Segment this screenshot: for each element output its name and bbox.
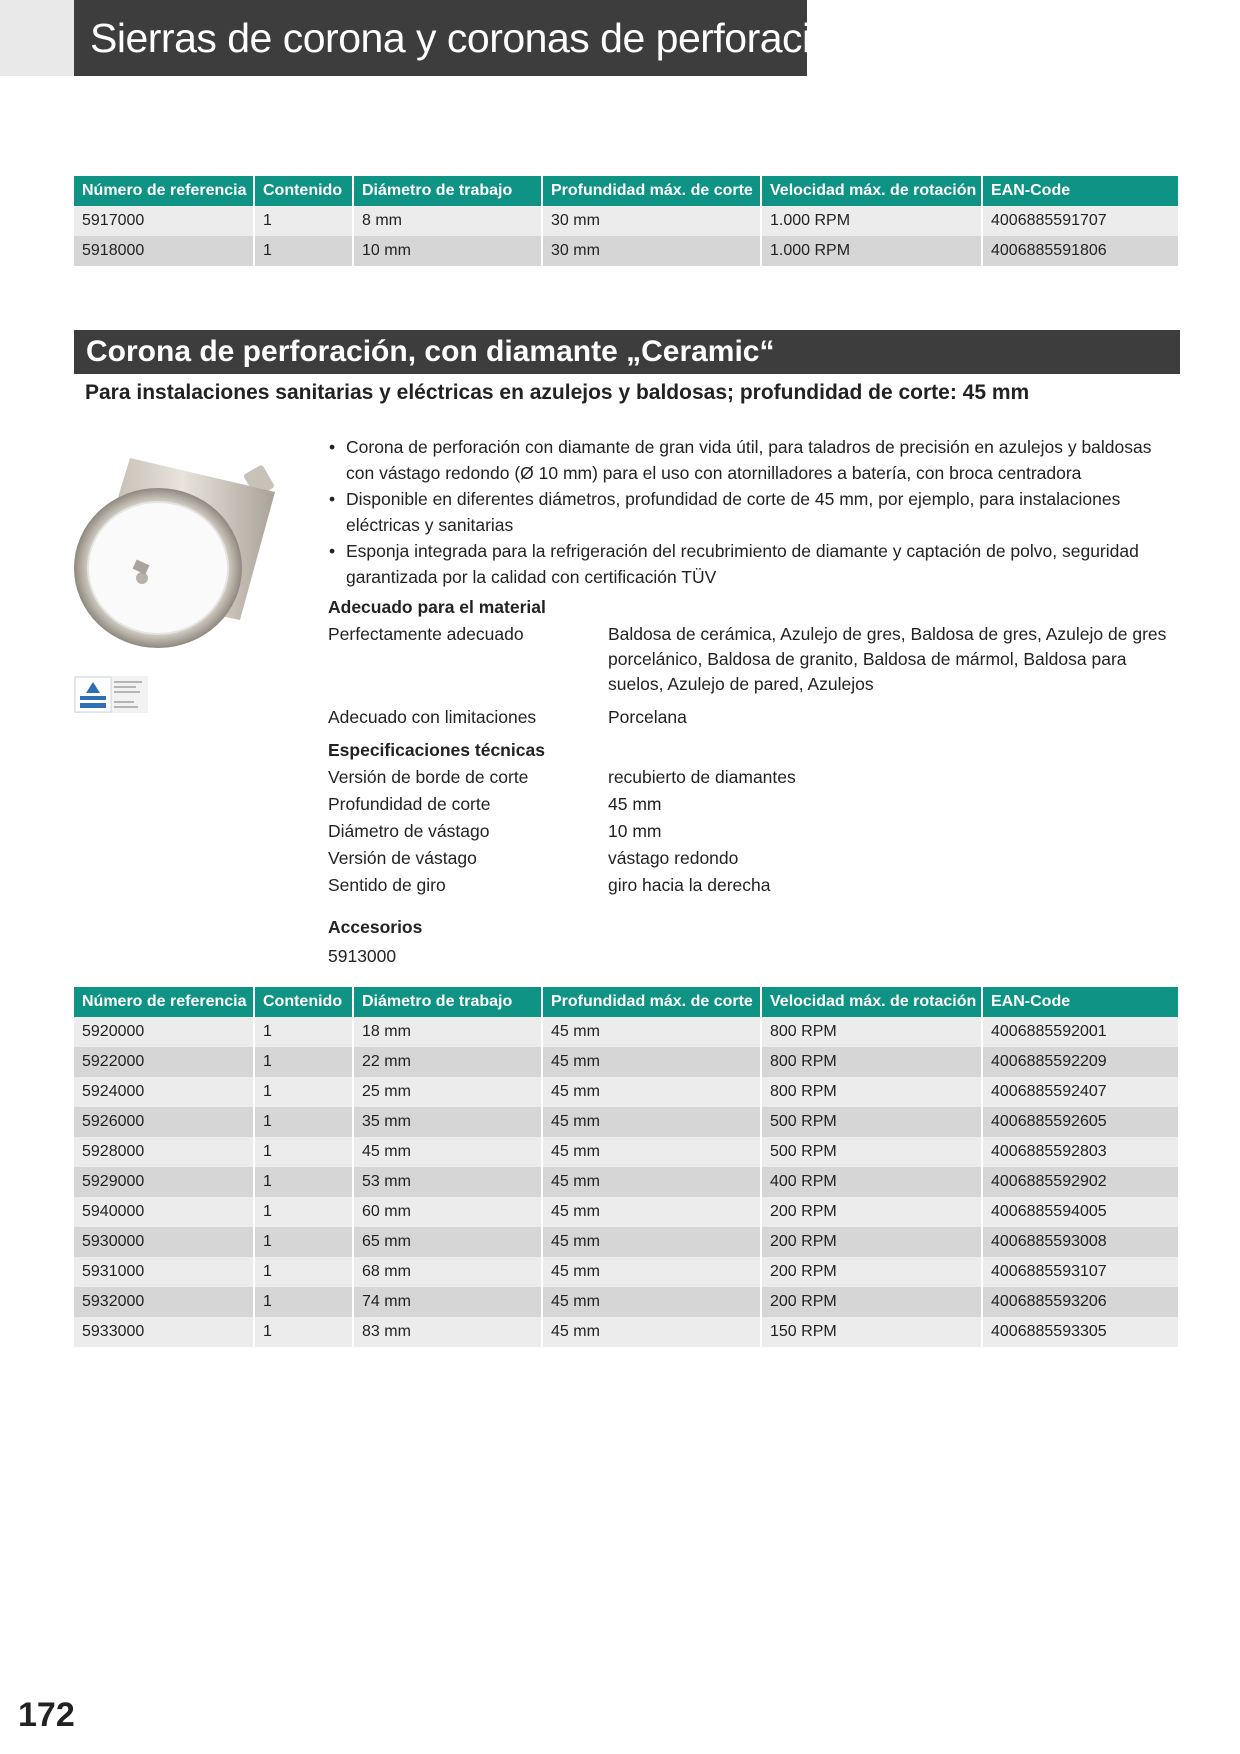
table-row [74,1317,1178,1347]
table-cell: 74 mm [354,1287,543,1317]
table-row [74,1107,1178,1137]
accessories-value: 5913000 [328,946,397,966]
column-header: Profundidad máx. de corte [543,987,762,1017]
table-cell: 1 [255,1227,354,1257]
table-cell: 5918000 [74,236,255,266]
table-cell: 4006885592902 [983,1167,1178,1197]
table-cell: 4006885592001 [983,1017,1178,1047]
table-cell: 200 RPM [762,1287,983,1317]
feature-item: • Corona de perforación con diamante de gran vida útil, para taladros de precisión en azulejos y baldosas con vástago redondo (Ø 10 mm) para el uso con atornilladores a batería, con broca centradora [326,434,1176,486]
table-cell: 4006885593206 [983,1287,1178,1317]
table-row [74,236,1178,266]
table-cell: 5917000 [74,206,255,236]
table-row [74,1047,1178,1077]
table-cell: 1 [255,1167,354,1197]
table-cell: 5933000 [74,1317,255,1347]
table-row [74,1077,1178,1107]
table-cell: 22 mm [354,1047,543,1077]
table-cell: 1 [255,1197,354,1227]
column-header: Velocidad máx. de rotación [762,176,983,206]
spec-label: Versión de borde de corte [328,767,529,787]
table-cell: 4006885592209 [983,1047,1178,1077]
table-cell: 10 mm [354,236,543,266]
table-cell: 68 mm [354,1257,543,1287]
table-cell: 4006885591806 [983,236,1178,266]
diamond-core-drill-bit-icon [70,430,310,655]
table-cell: 150 RPM [762,1317,983,1347]
table-cell: 500 RPM [762,1137,983,1167]
specs-title: Especificaciones técnicas [328,740,545,760]
corner-tab [0,0,74,76]
table-cell: 1 [255,1077,354,1107]
table-cell: 200 RPM [762,1257,983,1287]
table-cell: 45 mm [543,1287,762,1317]
table-cell: 25 mm [354,1077,543,1107]
table-cell: 35 mm [354,1107,543,1137]
spec-value: giro hacia la derecha [608,875,771,895]
column-header: Diámetro de trabajo [354,176,543,206]
spec-label: Versión de vástago [328,848,477,868]
table-cell: 5932000 [74,1287,255,1317]
table-cell: 200 RPM [762,1227,983,1257]
page-title: Sierras de corona y coronas de perforación [74,0,807,76]
section-subtitle: Para instalaciones sanitarias y eléctricas en azulejos y baldosas; profundidad de corte: 45 mm [85,381,1030,404]
table-cell: 1 [255,1017,354,1047]
table-cell: 30 mm [543,206,762,236]
table-row [74,206,1178,236]
table-cell: 1 [255,1317,354,1347]
spec-value: vástago redondo [608,848,739,868]
table-cell: 1.000 RPM [762,206,983,236]
table-cell: 83 mm [354,1317,543,1347]
spec-value: recubierto de diamantes [608,767,796,787]
table-cell: 45 mm [543,1137,762,1167]
table-cell: 1 [255,1047,354,1077]
column-header: EAN-Code [983,176,1178,206]
table-cell: 5940000 [74,1197,255,1227]
spec-label: Diámetro de vástago [328,821,490,841]
table-row [74,1197,1178,1227]
table-row [74,1227,1178,1257]
page-number: 172 [18,1696,75,1734]
section-title: Corona de perforación, con diamante „Ceramic“ [74,330,1180,374]
table-cell: 45 mm [543,1077,762,1107]
spec-label: Profundidad de corte [328,794,491,814]
table-cell: 45 mm [354,1137,543,1167]
table-cell: 200 RPM [762,1197,983,1227]
table-cell: 45 mm [543,1257,762,1287]
table-cell: 5920000 [74,1017,255,1047]
table-cell: 4006885593107 [983,1257,1178,1287]
tuv-certification-badge-icon [74,676,148,713]
table-cell: 8 mm [354,206,543,236]
table-cell: 4006885594005 [983,1197,1178,1227]
table-row [74,1017,1178,1047]
table-cell: 1.000 RPM [762,236,983,266]
feature-list [326,434,1176,590]
column-header: EAN-Code [983,987,1178,1017]
column-header: Profundidad máx. de corte [543,176,762,206]
table-cell: 4006885592803 [983,1137,1178,1167]
table-cell: 1 [255,1137,354,1167]
table-cell: 4006885593008 [983,1227,1178,1257]
table-cell: 1 [255,1107,354,1137]
perfect-label: Perfectamente adecuado [328,624,524,644]
feature-item: • Esponja integrada para la refrigeración del recubrimiento de diamante y captación de polvo, seguridad garantizada por la calidad con certificación TÜV [326,538,1176,590]
table-cell: 45 mm [543,1047,762,1077]
spec-value: 45 mm [608,794,662,814]
table-row [74,1287,1178,1317]
table-cell: 5926000 [74,1107,255,1137]
table-cell: 5924000 [74,1077,255,1107]
table-cell: 5922000 [74,1047,255,1077]
table-cell: 45 mm [543,1197,762,1227]
table-cell: 5931000 [74,1257,255,1287]
table-cell: 45 mm [543,1317,762,1347]
material-title: Adecuado para el material [328,597,546,617]
column-header: Diámetro de trabajo [354,987,543,1017]
table-cell: 5930000 [74,1227,255,1257]
table-cell: 65 mm [354,1227,543,1257]
table-cell: 800 RPM [762,1047,983,1077]
table-cell: 800 RPM [762,1017,983,1047]
column-header: Contenido [255,987,354,1017]
table-cell: 500 RPM [762,1107,983,1137]
product-table-2 [74,987,1178,1347]
table-cell: 45 mm [543,1167,762,1197]
limited-value: Porcelana [608,707,687,727]
spec-value: 10 mm [608,821,662,841]
table-cell: 400 RPM [762,1167,983,1197]
column-header: Velocidad máx. de rotación [762,987,983,1017]
table-row [74,1257,1178,1287]
table-cell: 45 mm [543,1227,762,1257]
table-row [74,1167,1178,1197]
column-header: Número de referencia [74,176,255,206]
limited-label: Adecuado con limitaciones [328,707,537,727]
table-cell: 4006885593305 [983,1317,1178,1347]
table-cell: 1 [255,1287,354,1317]
table-cell: 18 mm [354,1017,543,1047]
product-table-1 [74,176,1178,266]
feature-item: • Disponible en diferentes diámetros, profundidad de corte de 45 mm, por ejemplo, para instalaciones eléctricas y sanitarias [326,486,1176,538]
table-cell: 60 mm [354,1197,543,1227]
table-cell: 800 RPM [762,1077,983,1107]
spec-label: Sentido de giro [328,875,446,895]
table-cell: 1 [255,206,354,236]
table-cell: 4006885591707 [983,206,1178,236]
table-cell: 4006885592605 [983,1107,1178,1137]
accessories-title: Accesorios [328,917,423,937]
table-cell: 5929000 [74,1167,255,1197]
table-row [74,1137,1178,1167]
table-cell: 1 [255,1257,354,1287]
table-cell: 4006885592407 [983,1077,1178,1107]
perfect-value: Baldosa de cerámica, Azulejo de gres, Baldosa de gres, Azulejo de gres porcelánico, Baldosa de granito, Baldosa de mármol, Baldosa para suelos, Azulejo de pared, Azulejos [608,624,1167,694]
column-header: Número de referencia [74,987,255,1017]
column-header: Contenido [255,176,354,206]
table-cell: 45 mm [543,1017,762,1047]
table-cell: 30 mm [543,236,762,266]
table-header-row [74,987,1178,1017]
table-cell: 53 mm [354,1167,543,1197]
table-header-row [74,176,1178,206]
table-cell: 1 [255,236,354,266]
table-cell: 45 mm [543,1107,762,1137]
table-cell: 5928000 [74,1137,255,1167]
